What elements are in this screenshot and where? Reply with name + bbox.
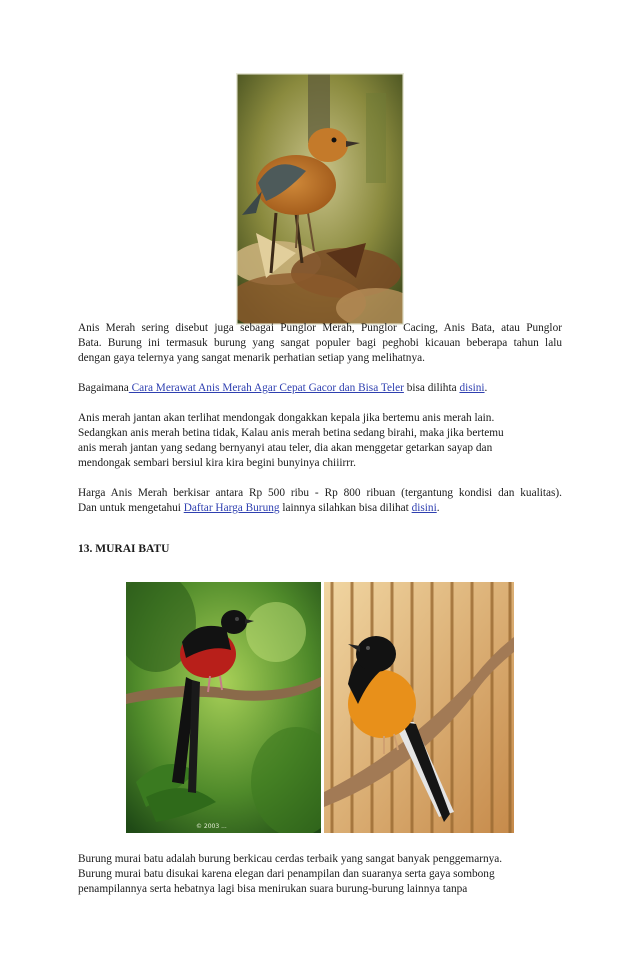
text-fragment: lainnya silahkan bisa dilihat xyxy=(279,502,412,514)
text-line: Anis Merah sering disebut juga sebagai Punglor Merah, Punglor Cacing, Anis Bata, atau Punglor xyxy=(78,322,562,334)
paragraph-anis-merah-intro xyxy=(78,321,562,366)
text-line: anis merah jantan yang sedang bernyanyi atau teler, dia akan menggetar getarkan sayap dan xyxy=(78,442,493,454)
photo-watermark: © 2003 ... xyxy=(196,823,227,830)
text-fragment: Dan untuk mengetahui xyxy=(78,502,184,514)
text-line: Bata. Burung ini termasuk burung yang sangat populer bagi peghobi kicauan beberapa tahun lalu xyxy=(78,337,562,349)
murai-batu-photo-right xyxy=(324,582,514,833)
text-line: Burung murai batu disukai karena elegan dari penampilan dan suaranya serta gaya sombong xyxy=(78,868,495,880)
text-line: Sedangkan anis merah betina tidak, Kalau anis merah betina sedang birahi, maka jika bertemu xyxy=(78,427,504,439)
paragraph-harga-anis-merah xyxy=(78,486,562,516)
text-line: dengan gaya telernya yang sangat menarik perhatian setiap yang melihatnya. xyxy=(78,352,425,364)
paragraph-cara-merawat xyxy=(78,381,562,396)
text-line: penampilannya serta hebatnya lagi bisa menirukan suara burung-burung lainnya tanpa xyxy=(78,883,468,895)
link-cara-merawat[interactable]: Cara Merawat Anis Merah Agar Cepat Gacor dan Bisa Teler xyxy=(128,382,404,394)
text-fragment: bisa dilihta xyxy=(403,382,460,394)
link-disini[interactable]: disini xyxy=(411,502,437,514)
link-daftar-harga-burung[interactable]: Daftar Harga Burung xyxy=(183,502,280,514)
text-line xyxy=(78,501,562,516)
text-fragment: Bagaimana xyxy=(78,382,129,394)
text-line: Anis merah jantan akan terlihat mendongak dongakkan kepala jika bertemu anis merah lain. xyxy=(78,412,495,424)
text-line: Harga Anis Merah berkisar antara Rp 500 ribu - Rp 800 ribuan (tergantung kondisi dan kualitas). xyxy=(78,487,562,499)
text-fragment: . xyxy=(484,382,488,394)
section-heading-murai-batu: 13. MURAI BATU xyxy=(78,543,170,555)
text-line xyxy=(78,381,562,396)
text-fragment: . xyxy=(436,502,440,514)
paragraph-murai-batu-intro xyxy=(78,852,562,897)
text-line: mendongak sembari bersiul kira kira begini bunyinya chiiirrr. xyxy=(78,457,356,469)
anis-merah-photo xyxy=(236,73,404,325)
paragraph-anis-merah-behavior xyxy=(78,411,562,471)
text-line: Burung murai batu adalah burung berkicau cerdas terbaik yang sangat banyak penggemarnya. xyxy=(78,853,503,865)
link-disini[interactable]: disini xyxy=(459,382,485,394)
murai-batu-photo-left xyxy=(126,582,321,833)
